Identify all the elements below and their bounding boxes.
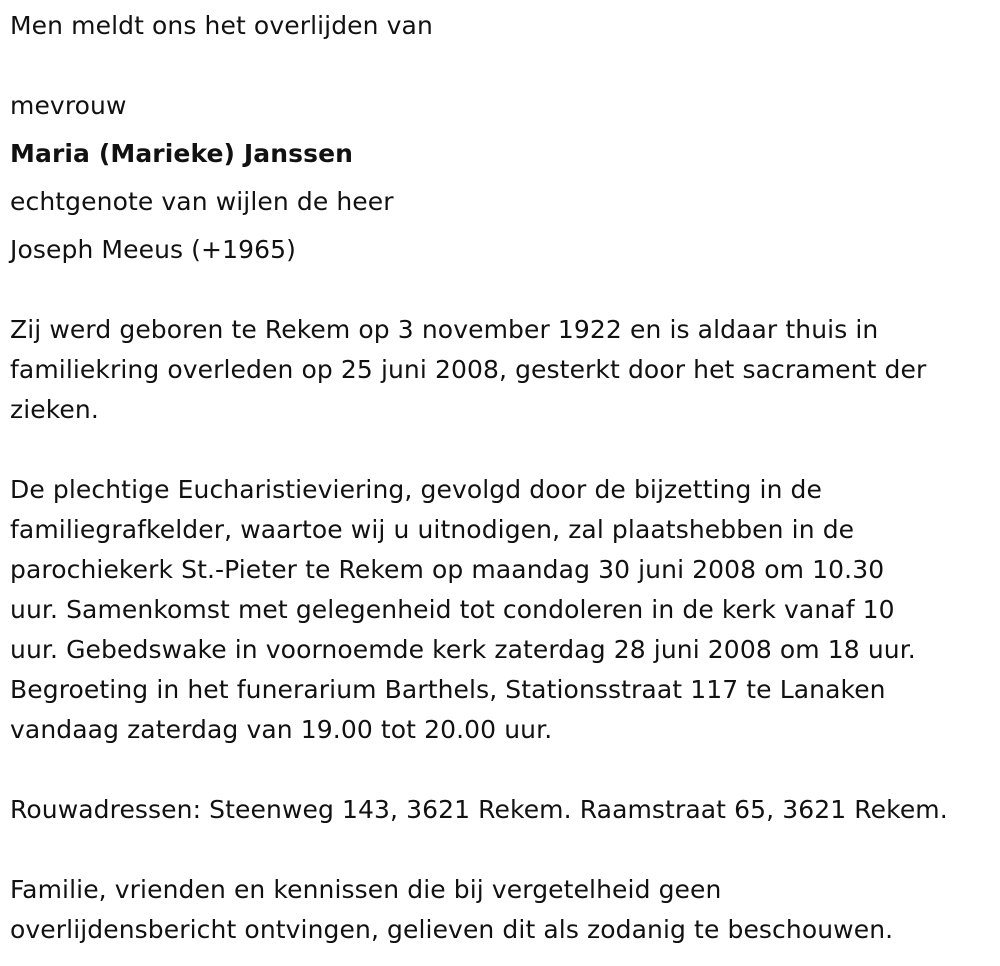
paragraph-line: uur. Samenkomst met gelegenheid tot condoleren in de kerk vanaf 10: [10, 595, 895, 624]
paragraph-line: Zij werd geboren te Rekem op 3 november 1922 en is aldaar thuis in: [10, 315, 879, 344]
closing-paragraph: [10, 870, 995, 950]
paragraph-line: familiegrafkelder, waartoe wij u uitnodigen, zal plaatshebben in de: [10, 515, 855, 544]
paragraph-line: uur. Gebedswake in voornoemde kerk zaterdag 28 juni 2008 om 18 uur.: [10, 635, 916, 664]
paragraph-line: De plechtige Eucharistieviering, gevolgd door de bijzetting in de: [10, 475, 823, 504]
intro-text: Men meldt ons het overlijden van: [10, 11, 433, 40]
ceremony-paragraph: [10, 470, 995, 750]
mourning-addresses: Rouwadressen: Steenweg 143, 3621 Rekem. Raamstraat 65, 3621 Rekem.: [10, 795, 948, 824]
relation-text: echtgenote van wijlen de heer: [10, 187, 394, 216]
spouse-name: Joseph Meeus (+1965): [10, 235, 296, 264]
paragraph-line: Familie, vrienden en kennissen die bij vergetelheid geen: [10, 875, 722, 904]
paragraph-line: Begroeting in het funerarium Barthels, Stationsstraat 117 te Lanaken: [10, 675, 886, 704]
paragraph-line: vandaag zaterdag van 19.00 tot 20.00 uur.: [10, 715, 553, 744]
paragraph-line: zieken.: [10, 395, 99, 424]
salutation: mevrouw: [10, 91, 127, 120]
paragraph-line: overlijdensbericht ontvingen, gelieven dit als zodanig te beschouwen.: [10, 915, 894, 944]
deceased-name: Maria (Marieke) Janssen: [10, 139, 354, 168]
paragraph-line: parochiekerk St.-Pieter te Rekem op maandag 30 juni 2008 om 10.30: [10, 555, 885, 584]
birth-death-paragraph: [10, 310, 995, 430]
paragraph-line: familiekring overleden op 25 juni 2008, gesterkt door het sacrament der: [10, 355, 927, 384]
